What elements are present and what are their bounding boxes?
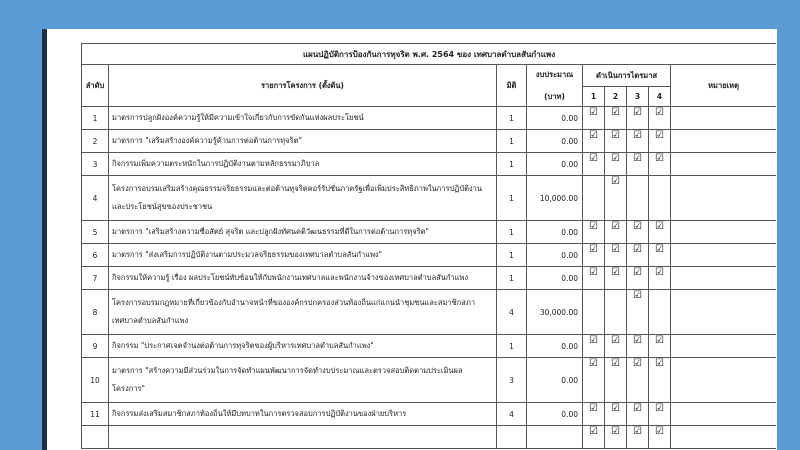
- table-title: แผนปฏิบัติการป้องกันการทุจริต พ.ศ. 2564 ของ เทศบาลตำบลสันกำแพง: [82, 44, 777, 65]
- checkbox-checked-icon: ☑: [633, 221, 642, 232]
- row-remark: [671, 153, 777, 176]
- checkbox-checked-icon: ☑: [611, 244, 620, 255]
- checkbox-checked-icon: ☑: [589, 358, 598, 369]
- checkbox-checked-icon: ☑: [589, 107, 598, 118]
- checkbox-checked-icon: ☑: [633, 290, 642, 301]
- row-project-name: มาตรการ "ส่งเสริมการปฏิบัติงานตามประมวลจริยธรรมของเทศบาลตำบลสันกำแพง": [109, 244, 497, 267]
- row-budget: 0.00: [527, 153, 583, 176]
- checkbox-checked-icon: ☑: [633, 358, 642, 369]
- row-number: 5: [82, 221, 109, 244]
- checkbox-checked-icon: ☑: [611, 403, 620, 414]
- quarter-4-cell: [649, 335, 671, 358]
- table-row: [82, 335, 777, 358]
- row-remark: [671, 290, 777, 335]
- row-budget: 0.00: [527, 107, 583, 130]
- quarter-3-cell: [627, 221, 649, 244]
- quarter-1-cell: [583, 335, 605, 358]
- row-qty: 1: [497, 107, 527, 130]
- row-project-name: กิจกรรมเพิ่มความตระหนักในการปฏิบัติงานตามหลักธรรมาภิบาล: [109, 153, 497, 176]
- row-budget: 0.00: [527, 221, 583, 244]
- row-number: 6: [82, 244, 109, 267]
- row-remark: [671, 221, 777, 244]
- row-qty: 1: [497, 153, 527, 176]
- row-budget: [527, 426, 583, 449]
- quarter-1-cell: [583, 267, 605, 290]
- header-quarters: ดำเนินการไตรมาส: [583, 65, 671, 87]
- header-no: ลำดับ: [82, 65, 109, 107]
- row-qty: [497, 426, 527, 449]
- quarter-4-cell: [649, 130, 671, 153]
- quarter-1-cell: [583, 290, 605, 335]
- checkbox-checked-icon: ☑: [611, 267, 620, 278]
- quarter-2-cell: [605, 335, 627, 358]
- plan-table: [81, 43, 776, 449]
- row-qty: 4: [497, 290, 527, 335]
- table-row: [82, 221, 777, 244]
- quarter-2-cell: [605, 358, 627, 403]
- row-project-name: กิจกรรมส่งเสริมสมาชิกสภาท้องถิ่นให้มีบทบาทในการตรวจสอบการปฏิบัติงานของฝ่ายบริหาร: [109, 403, 497, 426]
- checkbox-checked-icon: ☑: [611, 130, 620, 141]
- header-budget-label: งบประมาณ: [535, 69, 574, 79]
- quarter-1-cell: [583, 153, 605, 176]
- quarter-3-cell: [627, 153, 649, 176]
- checkbox-checked-icon: ☑: [655, 403, 664, 414]
- row-qty: 1: [497, 221, 527, 244]
- checkbox-checked-icon: ☑: [655, 130, 664, 141]
- quarter-1-cell: [583, 130, 605, 153]
- row-qty: 1: [497, 176, 527, 221]
- quarter-1-cell: [583, 426, 605, 449]
- table-row: [82, 267, 777, 290]
- checkbox-checked-icon: ☑: [611, 153, 620, 164]
- row-qty: 1: [497, 244, 527, 267]
- quarter-3-cell: [627, 130, 649, 153]
- row-number: 1: [82, 107, 109, 130]
- checkbox-checked-icon: ☑: [611, 335, 620, 346]
- row-budget: 0.00: [527, 244, 583, 267]
- row-qty: 3: [497, 358, 527, 403]
- checkbox-checked-icon: ☑: [611, 107, 620, 118]
- plan-sheet: [81, 43, 776, 450]
- quarter-4-cell: [649, 358, 671, 403]
- header-project: รายการโครงการ (ตั้งต้น): [109, 65, 497, 107]
- quarter-1-cell: [583, 107, 605, 130]
- checkbox-checked-icon: ☑: [611, 426, 620, 437]
- quarter-2-cell: [605, 221, 627, 244]
- row-remark: [671, 244, 777, 267]
- header-q2: 2: [605, 87, 627, 107]
- row-project-name: มาตรการ "เสริมสร้างความซื่อสัตย์ สุจริต และปลูกฝังทัศนคติวัฒนธรรมที่ดีในการต่อต้านการทุจริต": [109, 221, 497, 244]
- quarter-2-cell: [605, 426, 627, 449]
- checkbox-checked-icon: ☑: [633, 107, 642, 118]
- quarter-3-cell: [627, 290, 649, 335]
- quarter-4-cell: [649, 403, 671, 426]
- quarter-2-cell: [605, 267, 627, 290]
- row-remark: [671, 107, 777, 130]
- row-remark: [671, 176, 777, 221]
- quarter-1-cell: [583, 403, 605, 426]
- row-project-name: โครงการอบรมเสริมสร้างคุณธรรมจริยธรรมและต่อต้านทุจริตคอร์รัปชั่นภาครัฐเพื่อเพิ่มประสิทธิภาพในการปฏิบัติงานและประโยชน์สุขของประชาชน: [109, 176, 497, 221]
- quarter-3-cell: [627, 426, 649, 449]
- quarter-3-cell: [627, 176, 649, 221]
- row-project-name: โครงการอบรมกฎหมายที่เกี่ยวข้องกับอำนาจหน้าที่ขององค์กรปกครองส่วนท้องถิ่นแก่แกนนำชุมชนและสมาชิกสภาเทศบาลตำบลสันกำแพง: [109, 290, 497, 335]
- row-budget: 10,000.00: [527, 176, 583, 221]
- table-row: [82, 107, 777, 130]
- table-row: [82, 403, 777, 426]
- row-number: [82, 426, 109, 449]
- table-row: [82, 130, 777, 153]
- table-row: [82, 358, 777, 403]
- row-qty: 1: [497, 130, 527, 153]
- quarter-2-cell: [605, 176, 627, 221]
- row-project-name: [109, 426, 497, 449]
- quarter-3-cell: [627, 107, 649, 130]
- checkbox-checked-icon: ☑: [589, 153, 598, 164]
- quarter-1-cell: [583, 358, 605, 403]
- quarter-2-cell: [605, 403, 627, 426]
- row-number: 7: [82, 267, 109, 290]
- table-row: [82, 153, 777, 176]
- checkbox-checked-icon: ☑: [633, 335, 642, 346]
- header-budget: [527, 65, 583, 107]
- row-number: 3: [82, 153, 109, 176]
- table-row: [82, 290, 777, 335]
- checkbox-checked-icon: ☑: [655, 153, 664, 164]
- row-budget: 0.00: [527, 335, 583, 358]
- row-number: 11: [82, 403, 109, 426]
- quarter-3-cell: [627, 335, 649, 358]
- quarter-4-cell: [649, 290, 671, 335]
- quarter-1-cell: [583, 244, 605, 267]
- table-row: [82, 426, 777, 449]
- header-qty: มิติ: [497, 65, 527, 107]
- row-remark: [671, 403, 777, 426]
- checkbox-checked-icon: ☑: [655, 267, 664, 278]
- quarter-3-cell: [627, 267, 649, 290]
- row-budget: 0.00: [527, 130, 583, 153]
- row-project-name: กิจกรรม "ประกาศเจตจำนงต่อต้านการทุจริตของผู้บริหารเทศบาลตำบลสันกำแพง": [109, 335, 497, 358]
- checkbox-checked-icon: ☑: [633, 403, 642, 414]
- quarter-3-cell: [627, 244, 649, 267]
- header-q4: 4: [649, 87, 671, 107]
- header-remark: หมายเหตุ: [671, 65, 777, 107]
- table-body: [82, 107, 777, 449]
- checkbox-checked-icon: ☑: [589, 335, 598, 346]
- quarter-4-cell: [649, 221, 671, 244]
- row-number: 10: [82, 358, 109, 403]
- quarter-4-cell: [649, 176, 671, 221]
- checkbox-checked-icon: ☑: [589, 244, 598, 255]
- checkbox-checked-icon: ☑: [611, 358, 620, 369]
- checkbox-checked-icon: ☑: [611, 176, 620, 187]
- row-project-name: มาตรการ "สร้างความมีส่วนร่วมในการจัดทำแผนพัฒนาการจัดทำงบประมาณและตรวจสอบติดตามประเมินผลโครงการ": [109, 358, 497, 403]
- checkbox-checked-icon: ☑: [589, 221, 598, 232]
- checkbox-checked-icon: ☑: [589, 130, 598, 141]
- quarter-2-cell: [605, 290, 627, 335]
- row-qty: 4: [497, 403, 527, 426]
- checkbox-checked-icon: ☑: [611, 221, 620, 232]
- quarter-2-cell: [605, 244, 627, 267]
- checkbox-checked-icon: ☑: [633, 130, 642, 141]
- quarter-2-cell: [605, 130, 627, 153]
- checkbox-checked-icon: ☑: [655, 335, 664, 346]
- checkbox-checked-icon: ☑: [589, 267, 598, 278]
- quarter-3-cell: [627, 358, 649, 403]
- header-q1: 1: [583, 87, 605, 107]
- quarter-1-cell: [583, 221, 605, 244]
- quarter-2-cell: [605, 107, 627, 130]
- quarter-2-cell: [605, 153, 627, 176]
- checkbox-checked-icon: ☑: [633, 153, 642, 164]
- row-number: 4: [82, 176, 109, 221]
- row-remark: [671, 130, 777, 153]
- quarter-3-cell: [627, 403, 649, 426]
- checkbox-checked-icon: ☑: [655, 358, 664, 369]
- row-qty: 1: [497, 335, 527, 358]
- row-budget: 0.00: [527, 267, 583, 290]
- row-number: 2: [82, 130, 109, 153]
- row-number: 8: [82, 290, 109, 335]
- quarter-1-cell: [583, 176, 605, 221]
- checkbox-checked-icon: ☑: [655, 221, 664, 232]
- quarter-4-cell: [649, 244, 671, 267]
- checkbox-checked-icon: ☑: [655, 107, 664, 118]
- row-remark: [671, 267, 777, 290]
- document-page: [42, 29, 777, 450]
- checkbox-checked-icon: ☑: [589, 426, 598, 437]
- table-row: [82, 176, 777, 221]
- checkbox-checked-icon: ☑: [655, 426, 664, 437]
- quarter-4-cell: [649, 107, 671, 130]
- checkbox-checked-icon: ☑: [633, 244, 642, 255]
- quarter-4-cell: [649, 426, 671, 449]
- checkbox-checked-icon: ☑: [589, 403, 598, 414]
- row-number: 9: [82, 335, 109, 358]
- row-budget: 0.00: [527, 403, 583, 426]
- row-project-name: มาตรการปลูกฝังองค์ความรู้ให้มีความเข้าใจเกี่ยวกับการขัดกันแห่งผลประโยชน์: [109, 107, 497, 130]
- table-row: [82, 244, 777, 267]
- row-budget: 30,000.00: [527, 290, 583, 335]
- row-remark: [671, 358, 777, 403]
- row-remark: [671, 335, 777, 358]
- row-qty: 1: [497, 267, 527, 290]
- row-project-name: มาตรการ "เสริมสร้างองค์ความรู้ด้านการต่อต้านการทุจริต": [109, 130, 497, 153]
- row-remark: [671, 426, 777, 449]
- row-budget: 0.00: [527, 358, 583, 403]
- checkbox-checked-icon: ☑: [655, 244, 664, 255]
- row-project-name: กิจกรรมให้ความรู้ เรื่อง ผลประโยชน์ทับซ้อนให้กับพนักงานเทศบาลและพนักงานจ้างของเทศบาลตำบลสันกำแพง: [109, 267, 497, 290]
- header-q3: 3: [627, 87, 649, 107]
- checkbox-checked-icon: ☑: [633, 267, 642, 278]
- checkbox-checked-icon: ☑: [633, 426, 642, 437]
- quarter-4-cell: [649, 267, 671, 290]
- quarter-4-cell: [649, 153, 671, 176]
- header-budget-unit: (บาท): [544, 91, 565, 101]
